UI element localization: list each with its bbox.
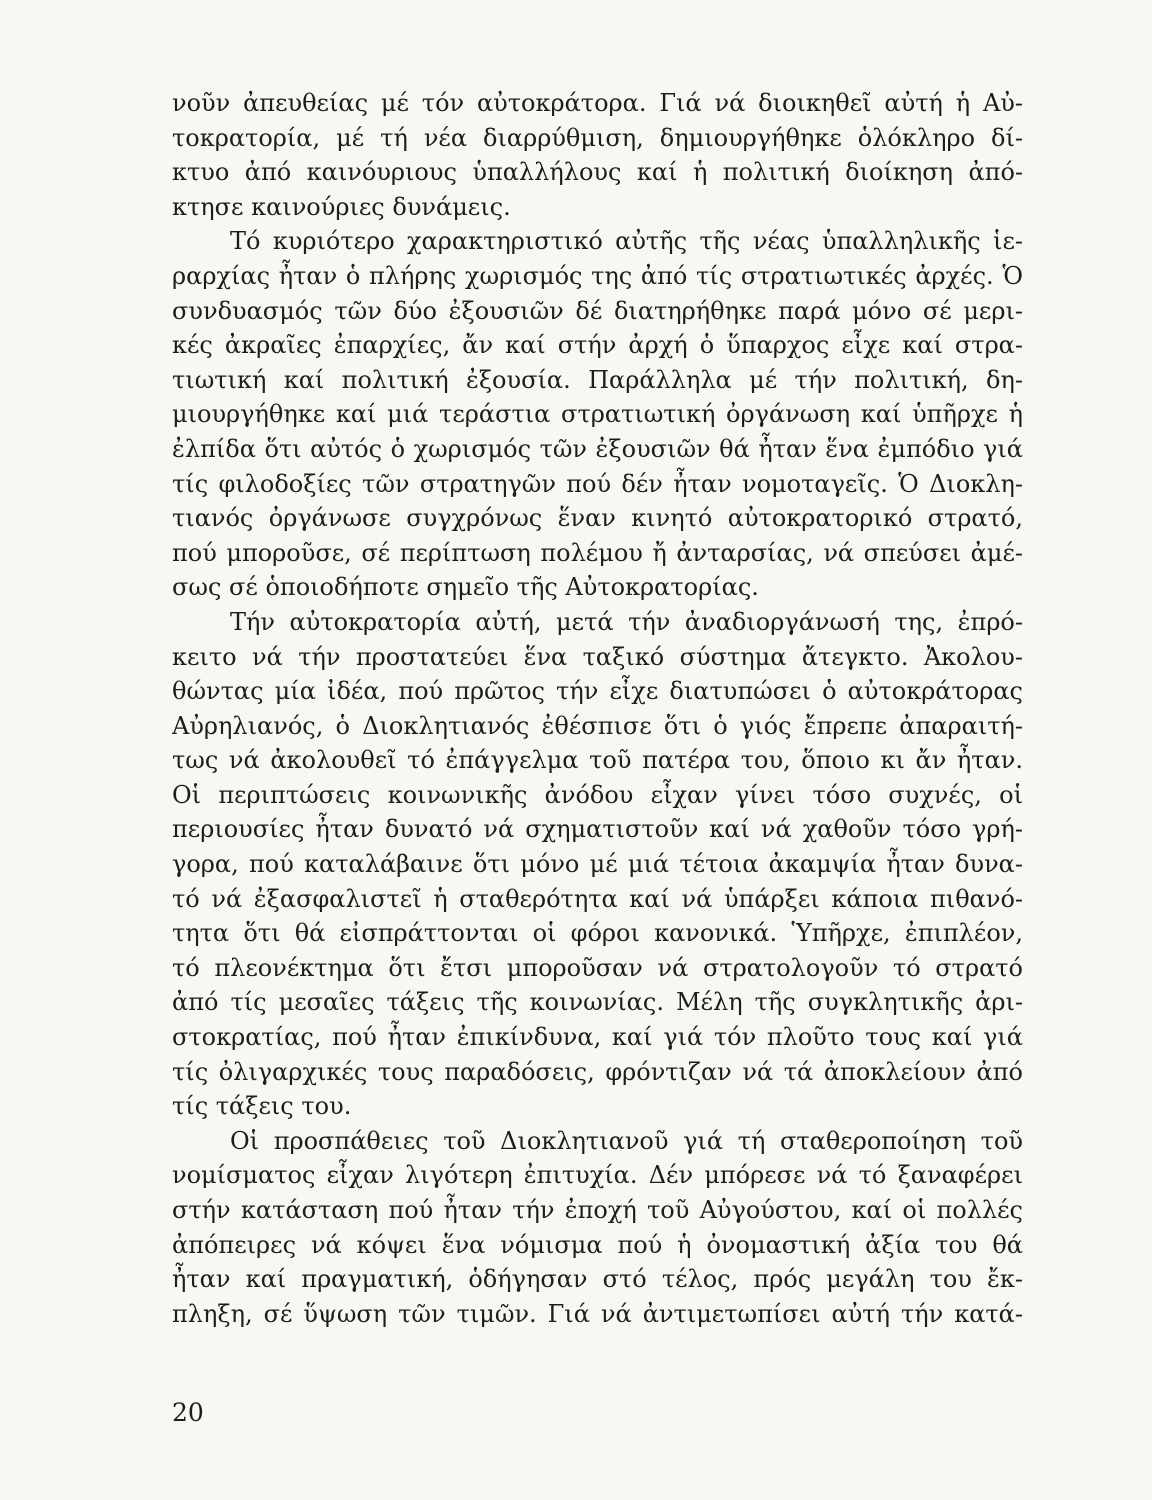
text-line: τοκρατορία, μέ τή νέα διαρρύθμιση, δημιουργήθηκε ὁλόκληρο δί- <box>172 123 1023 152</box>
text-line: κειτο νά τήν προστατεύει ἕνα ταξικό σύστημα ἄτεγκτο. Ἀκολου- <box>172 642 1023 671</box>
text-line: θώντας μία ἰδέα, πού πρῶτος τήν εἶχε διατυπώσει ὁ αὐτοκράτορας <box>172 677 1023 706</box>
text-line: πού μποροῦσε, σέ περίπτωση πολέμου ἤ ἀνταρσίας, νά σπεύσει ἀμέ- <box>172 538 1023 567</box>
text-line: κτησε καινούριες δυνάμεις. <box>172 192 511 221</box>
text-line: στοκρατίας, πού ἦταν ἐπικίνδυνα, καί γιά τόν πλοῦτο τους καί γιά <box>172 1023 1023 1052</box>
text-line: τό νά ἐξασφαλιστεῖ ἡ σταθερότητα καί νά ὑπάρξει κάποια πιθανό- <box>172 884 1023 913</box>
text-line: ἀπό τίς μεσαῖες τάξεις τῆς κοινωνίας. Μέλη τῆς συγκλητικῆς ἀρι- <box>172 988 1023 1017</box>
text-line: Οἱ περιπτώσεις κοινωνικῆς ἀνόδου εἶχαν γίνει τόσο συχνές, οἱ <box>172 780 1023 809</box>
text-line: νοῦν ἀπευθείας μέ τόν αὐτοκράτορα. Γιά νά διοικηθεῖ αὐτή ἡ Αὐ- <box>172 89 1023 117</box>
paragraph-start-line: Τήν αὐτοκρατορία αὐτή, μετά τήν ἀναδιοργάνωσή της, ἐπρό- <box>230 607 1023 636</box>
text-line: τίς ὀλιγαρχικές τους παραδόσεις, φρόντιζαν νά τά ἀποκλείουν ἀπό <box>172 1057 1023 1086</box>
text-line: πληξη, σέ ὕψωση τῶν τιμῶν. Γιά νά ἀντιμετωπίσει αὐτή τήν κατά- <box>172 1299 1023 1328</box>
text-line: τιωτική καί πολιτική ἐξουσία. Παράλληλα μέ τήν πολιτική, δη- <box>172 365 1023 394</box>
text-line: τίς τάξεις του. <box>172 1092 352 1121</box>
text-line: μιουργήθηκε καί μιά τεράστια στρατιωτική ὀργάνωση καί ὑπῆρχε ἡ <box>172 400 1023 429</box>
text-line: γορα, πού καταλάβαινε ὅτι μόνο μέ μιά τέτοια ἀκαμψία ἦταν δυνα- <box>172 850 1023 879</box>
text-line: τίς φιλοδοξίες τῶν στρατηγῶν πού δέν ἦταν νομοταγεῖς. Ὁ Διοκλη- <box>172 469 1023 498</box>
text-line: ἀπόπειρες νά κόψει ἕνα νόμισμα πού ἡ ὀνομαστική ἀξία του θά <box>172 1230 1023 1259</box>
paragraph-start-line: Οἱ προσπάθειες τοῦ Διοκλητιανοῦ γιά τή σταθεροποίηση τοῦ <box>230 1126 1023 1155</box>
text-line: στήν κατάσταση πού ἦταν τήν ἐποχή τοῦ Αὐγούστου, καί οἱ πολλές <box>172 1196 1023 1224</box>
text-line: τιανός ὀργάνωσε συγχρόνως ἕναν κινητό αὐτοκρατορικό στρατό, <box>172 504 1023 533</box>
text-line: ραρχίας ἦταν ὁ πλήρης χωρισμός της ἀπό τίς στρατιωτικές ἀρχές. Ὁ <box>172 261 1023 290</box>
text-line: ἦταν καί πραγματική, ὁδήγησαν στό τέλος, πρός μεγάλη του ἔκ- <box>172 1265 1023 1294</box>
text-line: κτυο ἀπό καινόυριους ὑπαλλήλους καί ἡ πολιτική διοίκηση ἀπό- <box>172 158 1023 187</box>
text-line: κές ἀκραῖες ἐπαρχίες, ἄν καί στήν ἀρχή ὁ ὕπαρχος εἶχε καί στρα- <box>172 331 1023 360</box>
text-line: νομίσματος εἶχαν λιγότερη ἐπιτυχία. Δέν μπόρεσε νά τό ξαναφέρει <box>172 1161 1023 1190</box>
text-line: σως σέ ὁποιοδήποτε σημεῖο τῆς Αὐτοκρατορίας. <box>172 573 759 602</box>
page-text <box>172 86 1023 1331</box>
text-line: ἐλπίδα ὅτι αὐτός ὁ χωρισμός τῶν ἐξουσιῶν θά ἦταν ἕνα ἐμπόδιο γιά <box>172 434 1023 463</box>
text-line: Αὐρηλιανός, ὁ Διοκλητιανός ἐθέσπισε ὅτι ὁ γιός ἔπρεπε ἀπαραιτή- <box>172 711 1023 740</box>
text-line: συνδυασμός τῶν δύο ἐξουσιῶν δέ διατηρήθηκε παρά μόνο σέ μερι- <box>172 296 1023 325</box>
text-line: τητα ὅτι θά εἰσπράττονται οἱ φόροι κανονικά. Ὑπῆρχε, ἐπιπλέον, <box>172 919 1023 948</box>
text-line: τως νά ἀκολουθεῖ τό ἐπάγγελμα τοῦ πατέρα του, ὅποιο κι ἄν ἦταν. <box>172 746 1023 775</box>
paragraph-start-line: Τό κυριότερο χαρακτηριστικό αὐτῆς τῆς νέας ὑπαλληλικῆς ἱε- <box>230 227 1023 256</box>
text-line: τό πλεονέκτημα ὅτι ἔτσι μποροῦσαν νά στρατολογοῦν τό στρατό <box>172 953 1023 982</box>
text-line: περιουσίες ἦταν δυνατό νά σχηματιστοῦν καί νά χαθοῦν τόσο γρή- <box>172 815 1023 844</box>
page-number: 20 <box>172 1398 204 1427</box>
